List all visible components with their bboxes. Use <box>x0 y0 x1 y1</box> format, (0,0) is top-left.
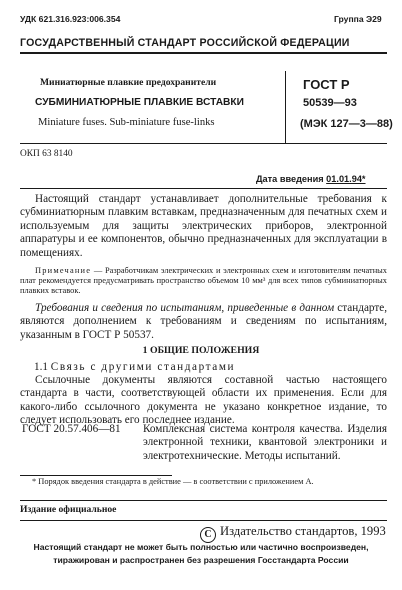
footnote-bottom-rule <box>20 500 387 501</box>
intro-date-label: Дата введения <box>256 174 324 184</box>
udk-code: УДК 621.316.923:006.354 <box>20 14 121 24</box>
okp-code: ОКП 63 8140 <box>20 149 73 159</box>
note-text: — Разработчикам электрических и электронных схем и изготовителям печатных плат рекомендуется предусматривать пространство объемом 10 мм³ для всех типов субминиатюрных плавких вставок. <box>20 266 387 295</box>
title-line-1: Миниатюрные плавкие предохранители <box>40 77 217 88</box>
title-line-2: СУБМИНИАТЮРНЫЕ ПЛАВКИЕ ВСТАВКИ <box>35 97 244 108</box>
reference-description: Комплексная система контроля качества. Изделия электронной техники, квантовой электроники и электротехнические. Методы испытаний. <box>143 423 387 462</box>
title-rule <box>20 143 387 144</box>
section-heading: 1 ОБЩИЕ ПОЛОЖЕНИЯ <box>142 345 260 356</box>
standard-title: ГОСУДАРСТВЕННЫЙ СТАНДАРТ РОССИЙСКОЙ ФЕДЕРАЦИИ <box>20 37 350 49</box>
group-code: Группа Э29 <box>334 14 382 24</box>
title-line-3: Miniature fuses. Sub-miniature fuse-links <box>38 117 215 128</box>
title-divider <box>285 71 286 143</box>
gost-label: ГОСТ Р <box>303 77 350 92</box>
copyright-icon: C <box>200 527 216 543</box>
copyright-text: Издательство стандартов, 1993 <box>220 524 386 538</box>
date-rule <box>20 188 387 189</box>
edition-label: Издание официальное <box>20 504 117 515</box>
subsection-heading <box>34 361 235 373</box>
footnote: * Порядок введения стандарта в действие — в соответствии с приложением А. <box>32 477 314 486</box>
footnote-rule <box>20 475 172 476</box>
intro-paragraph: Настоящий стандарт устанавливает дополнительные требования к субминиатюрным плавким вставкам, предназначенным для печатных схем и используемым для защиты электрических приборов, электронной аппаратуры и ее компонентов, обычно предназначенных для эксплуатации в помещениях. <box>20 193 387 259</box>
subsection-title: Связь с другими стандартами <box>50 361 236 373</box>
reproduction-notice-1: Настоящий стандарт не может быть полностью или частично воспроизведен, <box>33 542 369 552</box>
note-label: Примечание <box>35 266 92 275</box>
copyright-line <box>200 524 386 543</box>
note-paragraph <box>20 266 387 296</box>
gost-number: 50539—93 <box>303 97 357 109</box>
iec-reference: (МЭК 127—3—88) <box>300 118 393 130</box>
header-rule <box>20 52 387 54</box>
edition-rule <box>20 520 387 521</box>
references-paragraph: Ссылочные документы являются составной частью настоящего стандарта в части, соответствующей области их применения. Если для какого-либо ссылочного документа не указано конкретное издание, то следует использовать его последнее издание. <box>20 374 387 427</box>
test-requirements-paragraph <box>20 302 387 342</box>
intro-date <box>256 174 366 184</box>
test-requirements-rest: стандарте, являются дополнением к требованиям и сведениям по испытаниям, указанным в ГОСТ Р 50537. <box>20 302 388 341</box>
reference-code: ГОСТ 20.57.406—81 <box>22 423 121 435</box>
intro-date-value: 01.01.94* <box>326 174 366 184</box>
subsection-number: 1.1 <box>34 361 48 373</box>
test-requirements-italic: Требования и сведения по испытаниям, приведенные в данном <box>35 302 335 314</box>
reproduction-notice-2: тиражирован и распространен без разрешения Госстандарта России <box>53 555 349 565</box>
